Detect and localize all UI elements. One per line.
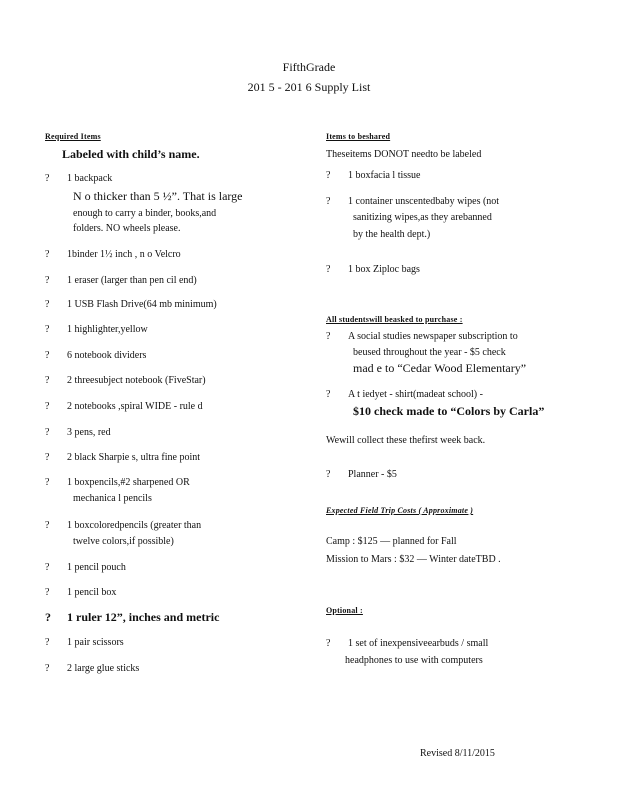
collect-note: Wewill collect these thefirst week back. bbox=[326, 435, 486, 446]
list-item: ? 1 boxpencils,#2 sharpened OR bbox=[45, 477, 190, 488]
revised-date: Revised 8/11/2015 bbox=[420, 748, 495, 759]
labeled-note: Labeled with child’s name. bbox=[62, 147, 200, 161]
list-item-detail: twelve colors,if possible) bbox=[73, 536, 174, 547]
list-item: ? A t iedyet - shirt(madeat school) - bbox=[326, 389, 483, 400]
list-item: ? 1 eraser (larger than pen cil end) bbox=[45, 275, 197, 286]
shared-items-header: Items to beshared bbox=[326, 132, 391, 141]
shared-note: Theseitems DONOT needto be labeled bbox=[326, 149, 482, 160]
list-item-detail: mechanica l pencils bbox=[73, 493, 152, 504]
list-item: ? 1 set of inexpensiveearbuds / small bbox=[326, 638, 489, 649]
list-item: ? 1 pair scissors bbox=[45, 637, 124, 648]
list-item-detail: $10 check made to “Colors by Carla” bbox=[353, 404, 545, 418]
list-item: ? 2 black Sharpie s, ultra fine point bbox=[45, 452, 201, 463]
list-item-detail: by the health dept.) bbox=[353, 229, 431, 240]
list-item: ? 2 large glue sticks bbox=[45, 663, 140, 674]
list-item: ? 1 ruler 12”, inches and metric bbox=[45, 610, 220, 624]
list-item: ? 1 boxfacia l tissue bbox=[326, 170, 421, 181]
optional-header: Optional : bbox=[326, 606, 363, 615]
required-items-header: Required Items bbox=[45, 132, 101, 141]
field-trip-camp: Camp : $125 — planned for Fall bbox=[326, 536, 457, 547]
field-trip-mars: Mission to Mars : $32 — Winter dateTBD . bbox=[326, 554, 501, 565]
list-item: ? A social studies newspaper subscription to bbox=[326, 331, 518, 342]
list-item-detail: headphones to use with computers bbox=[345, 655, 483, 666]
list-item-detail: beused throughout the year - $5 check bbox=[353, 347, 506, 358]
list-item: ? Planner - $5 bbox=[326, 469, 397, 480]
list-item-detail: enough to carry a binder, books,and bbox=[73, 208, 217, 219]
list-item: ? 1binder 1½ inch , n o Velcro bbox=[45, 249, 181, 260]
list-item-detail: sanitizing wipes,as they arebanned bbox=[353, 212, 492, 223]
purchase-header: All studentswill beasked to purchase : bbox=[326, 315, 463, 324]
title-line-2: 201 5 - 201 6 Supply List bbox=[247, 80, 371, 94]
list-item: ? 2 notebooks ,spiral WIDE - rule d bbox=[45, 401, 203, 412]
list-item-detail: mad e to “Cedar Wood Elementary” bbox=[353, 361, 527, 375]
list-item: ? 1 pencil pouch bbox=[45, 562, 126, 573]
list-item: ? 1 container unscentedbaby wipes (not bbox=[326, 196, 500, 207]
list-item-detail: folders. NO wheels please. bbox=[73, 223, 181, 234]
list-item-detail: N o thicker than 5 ½”. That is large bbox=[73, 189, 243, 203]
list-item: ? 1 box Ziploc bags bbox=[326, 264, 420, 275]
list-item: ? 1 backpack bbox=[45, 173, 113, 184]
title-line-1: FifthGrade bbox=[282, 60, 336, 74]
field-trip-header: Expected Field Trip Costs ( Approximate ) bbox=[326, 506, 474, 515]
list-item: ? 2 threesubject notebook (FiveStar) bbox=[45, 375, 206, 386]
list-item: ? 6 notebook dividers bbox=[45, 350, 147, 361]
list-item: ? 1 highlighter,yellow bbox=[45, 324, 148, 335]
list-item: ? 1 boxcoloredpencils (greater than bbox=[45, 520, 202, 531]
list-item: ? 3 pens, red bbox=[45, 427, 111, 438]
list-item: ? 1 pencil box bbox=[45, 587, 117, 598]
list-item: ? 1 USB Flash Drive(64 mb minimum) bbox=[45, 299, 217, 310]
